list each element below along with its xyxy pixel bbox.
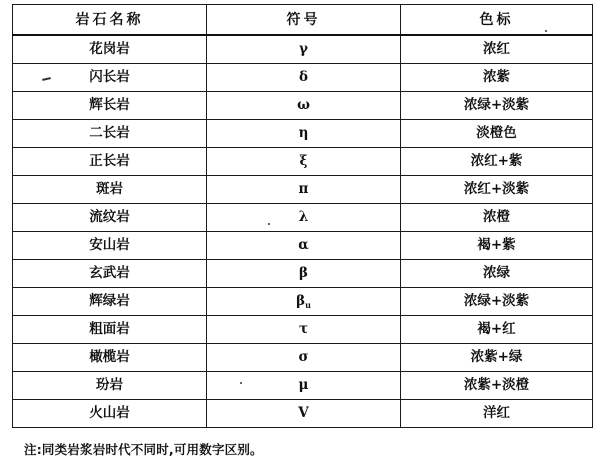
color-mark-cell: 洋红 bbox=[401, 400, 593, 428]
table-row bbox=[13, 204, 593, 232]
rock-name-cell: 橄榄岩 bbox=[13, 344, 207, 372]
symbol-cell: δ bbox=[207, 64, 401, 92]
color-mark-cell: 浓橙 bbox=[401, 204, 593, 232]
symbol-cell: ω bbox=[207, 92, 401, 120]
rock-name-cell: 二长岩 bbox=[13, 120, 207, 148]
table-row bbox=[13, 344, 593, 372]
table-row bbox=[13, 35, 593, 64]
header-rock-name: 岩石名称 bbox=[13, 5, 207, 36]
color-mark-cell: 浓红+紫 bbox=[401, 148, 593, 176]
symbol-cell: λ bbox=[207, 204, 401, 232]
color-mark-cell: 浓绿+淡紫 bbox=[401, 288, 593, 316]
symbol-cell: η bbox=[207, 120, 401, 148]
symbol-cell: μ bbox=[207, 372, 401, 400]
table-row bbox=[13, 400, 593, 428]
igneous-rock-symbol-table bbox=[12, 4, 593, 428]
document-sheet bbox=[12, 4, 592, 428]
color-mark-cell: 浓紫+绿 bbox=[401, 344, 593, 372]
rock-name-cell: 粗面岩 bbox=[13, 316, 207, 344]
color-mark-cell: 浓紫 bbox=[401, 64, 593, 92]
color-mark-cell: 浓绿+淡紫 bbox=[401, 92, 593, 120]
scan-speck bbox=[545, 30, 547, 32]
table-row bbox=[13, 92, 593, 120]
symbol-cell: ξ bbox=[207, 148, 401, 176]
symbol-subscript: u bbox=[305, 299, 311, 310]
symbol-cell: α bbox=[207, 232, 401, 260]
rock-name-cell: 斑岩 bbox=[13, 176, 207, 204]
table-row bbox=[13, 288, 593, 316]
rock-name-cell: 玄武岩 bbox=[13, 260, 207, 288]
table-row bbox=[13, 64, 593, 92]
rock-name-cell: 流纹岩 bbox=[13, 204, 207, 232]
symbol-cell: β bbox=[207, 260, 401, 288]
table-row bbox=[13, 316, 593, 344]
color-mark-cell: 浓红+淡紫 bbox=[401, 176, 593, 204]
rock-name-cell: 辉绿岩 bbox=[13, 288, 207, 316]
rock-name-cell: 火山岩 bbox=[13, 400, 207, 428]
color-mark-cell: 浓绿 bbox=[401, 260, 593, 288]
symbol-cell: γ bbox=[207, 35, 401, 64]
rock-name-cell: 正长岩 bbox=[13, 148, 207, 176]
color-mark-cell: 浓红 bbox=[401, 35, 593, 64]
table-row bbox=[13, 232, 593, 260]
color-mark-cell: 褐+紫 bbox=[401, 232, 593, 260]
symbol-cell: V bbox=[207, 400, 401, 428]
color-mark-cell: 淡橙色 bbox=[401, 120, 593, 148]
table-row bbox=[13, 260, 593, 288]
rock-name-cell: 安山岩 bbox=[13, 232, 207, 260]
header-color-mark: 色标 bbox=[401, 5, 593, 36]
rock-name-cell: 玢岩 bbox=[13, 372, 207, 400]
table-row bbox=[13, 176, 593, 204]
table-row bbox=[13, 120, 593, 148]
table-row bbox=[13, 372, 593, 400]
scan-speck bbox=[268, 223, 270, 225]
table-row bbox=[13, 148, 593, 176]
scan-speck bbox=[240, 382, 242, 384]
symbol-cell: π bbox=[207, 176, 401, 204]
symbol-cell: σ bbox=[207, 344, 401, 372]
header-symbol: 符号 bbox=[207, 5, 401, 36]
symbol-cell bbox=[207, 288, 401, 316]
symbol-cell: τ bbox=[207, 316, 401, 344]
table-header-row bbox=[13, 5, 593, 36]
symbol-base: β bbox=[296, 292, 306, 309]
rock-name-cell: 辉长岩 bbox=[13, 92, 207, 120]
rock-name-cell: 闪长岩 bbox=[13, 64, 207, 92]
color-mark-cell: 褐+红 bbox=[401, 316, 593, 344]
color-mark-cell: 浓紫+淡橙 bbox=[401, 372, 593, 400]
rock-name-cell: 花岗岩 bbox=[13, 35, 207, 64]
table-footnote: 注:同类岩浆岩时代不同时,可用数字区别。 bbox=[24, 442, 263, 457]
